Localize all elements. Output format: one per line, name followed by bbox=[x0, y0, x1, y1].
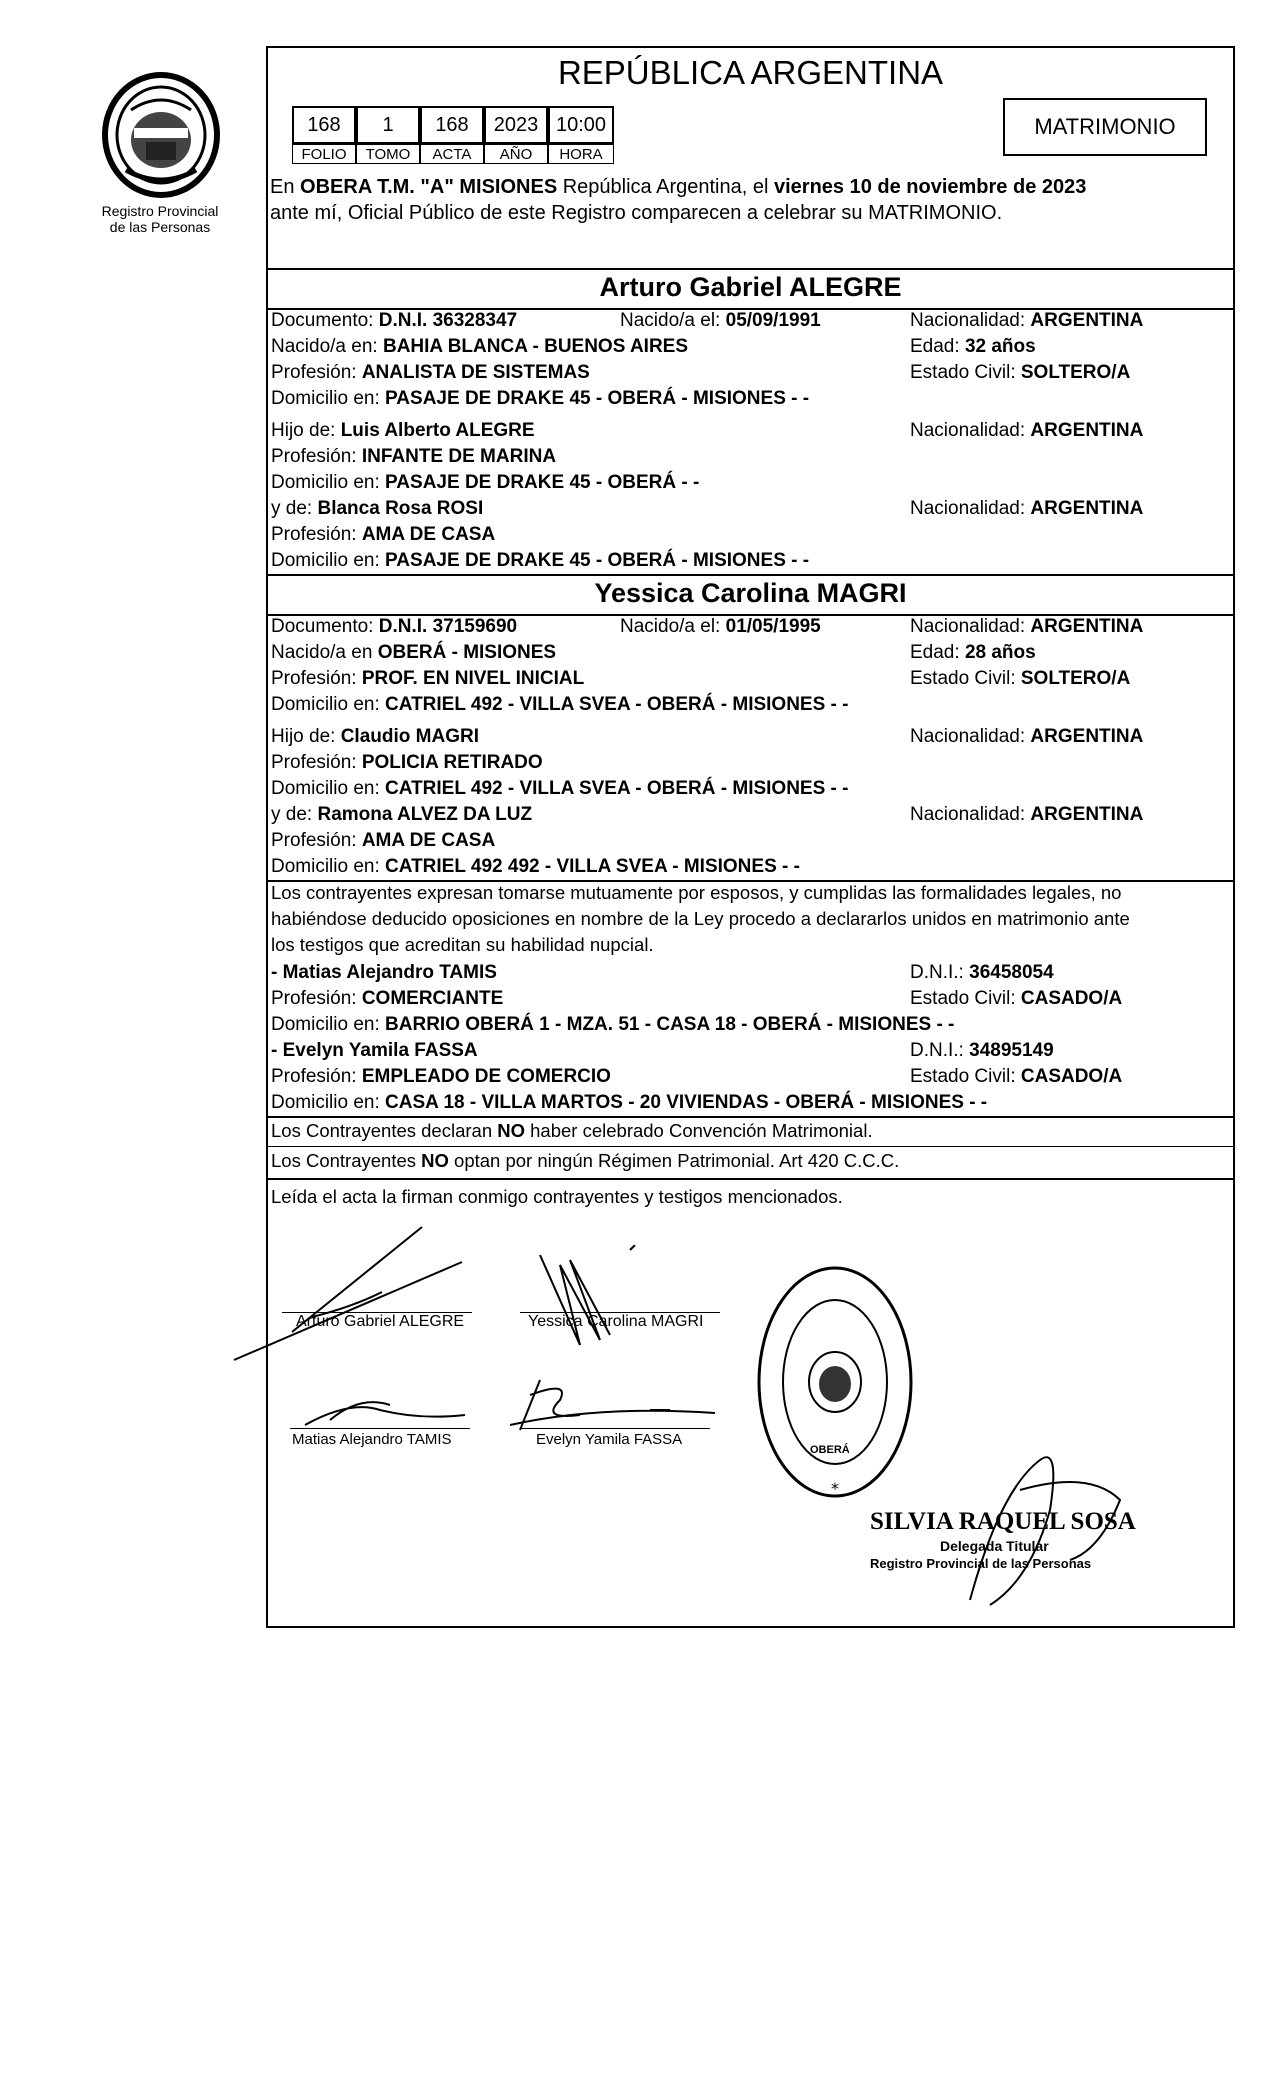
declaration-line-3: los testigos que acreditan su habilidad nupcial. bbox=[271, 934, 654, 955]
official-org: Registro Provincial de las Personas bbox=[870, 1556, 1092, 1571]
tomo-value: 1 bbox=[356, 106, 420, 144]
acta-label: ACTA bbox=[420, 144, 484, 164]
registry-emblem bbox=[96, 70, 226, 200]
sig-line-witness1 bbox=[290, 1428, 470, 1429]
witness-2-civil: Estado Civil: CASADO/A bbox=[910, 1066, 1123, 1087]
acta-value: 168 bbox=[420, 106, 484, 144]
groom-father-dom: Domicilio en: PASAJE DE DRAKE 45 - OBERÁ - - bbox=[271, 472, 700, 493]
bride-mother-nat: Nacionalidad: ARGENTINA bbox=[910, 804, 1144, 825]
groom-doc: Documento: D.N.I. 36328347 bbox=[271, 310, 518, 331]
bride-doc: Documento: D.N.I. 37159690 bbox=[271, 616, 518, 637]
witness-1-civil: Estado Civil: CASADO/A bbox=[910, 988, 1123, 1009]
signature-witness2-icon bbox=[500, 1375, 720, 1435]
sig-line-witness2 bbox=[520, 1428, 710, 1429]
divider bbox=[266, 574, 1235, 576]
bride-born: Nacido/a el: 01/05/1995 bbox=[620, 616, 821, 637]
signature-groom-icon bbox=[232, 1222, 532, 1362]
sig-name-witness2: Evelyn Yamila FASSA bbox=[536, 1431, 683, 1448]
witness-2-prof: Profesión: EMPLEADO DE COMERCIO bbox=[271, 1066, 611, 1087]
groom-father-nat: Nacionalidad: ARGENTINA bbox=[910, 420, 1144, 441]
registry-label: Registro Provincial de las Personas bbox=[101, 203, 219, 235]
sig-name-groom: Arturo Gabriel ALEGRE bbox=[296, 1313, 465, 1330]
groom-mother-dom: Domicilio en: PASAJE DE DRAKE 45 - OBERÁ - MISIONES - - bbox=[271, 550, 810, 571]
witness-1-dom: Domicilio en: BARRIO OBERÁ 1 - MZA. 51 - CASA 18 - OBERÁ - MISIONES - - bbox=[271, 1014, 955, 1035]
bride-nat: Nacionalidad: ARGENTINA bbox=[910, 616, 1144, 637]
official-name: SILVIA RAQUEL SOSA bbox=[870, 1508, 1136, 1535]
bride-civil: Estado Civil: SOLTERO/A bbox=[910, 668, 1131, 689]
act-type-box: MATRIMONIO bbox=[1003, 98, 1207, 156]
stamp-icon bbox=[755, 1262, 915, 1502]
bride-prof: Profesión: PROF. EN NIVEL INICIAL bbox=[271, 668, 585, 689]
witness-1-name: - Matias Alejandro TAMIS bbox=[271, 962, 497, 983]
bride-mother-dom: Domicilio en: CATRIEL 492 492 - VILLA SVEA - MISIONES - - bbox=[271, 856, 800, 877]
signature-witness1-icon bbox=[300, 1390, 470, 1430]
groom-mother: y de: Blanca Rosa ROSI bbox=[271, 498, 484, 519]
witness-1-prof: Profesión: COMERCIANTE bbox=[271, 988, 504, 1009]
declaration-line-2: habiéndose deducido oposiciones en nombre de la Ley procedo a declararlos unidos en matrimonio ante bbox=[271, 908, 1130, 929]
hora-label: HORA bbox=[548, 144, 614, 164]
intro-line-1: En OBERA T.M. "A" MISIONES República Argentina, el viernes 10 de noviembre de 2023 bbox=[270, 176, 1087, 198]
groom-age: Edad: 32 años bbox=[910, 336, 1036, 357]
svg-text:*: * bbox=[831, 1479, 839, 1498]
closing-text: Leída el acta la firman conmigo contrayentes y testigos mencionados. bbox=[271, 1186, 843, 1207]
declaration-line-1: Los contrayentes expresan tomarse mutuamente por esposos, y cumplidas las formalidades legales, no bbox=[271, 882, 1122, 903]
intro-line-2: ante mí, Oficial Público de este Registro comparecen a celebrar su MATRIMONIO. bbox=[270, 202, 1003, 224]
convention-line-2: Los Contrayentes NO optan por ningún Régimen Patrimonial. Art 420 C.C.C. bbox=[271, 1150, 900, 1171]
witness-2-name: - Evelyn Yamila FASSA bbox=[271, 1040, 478, 1061]
ano-label: AÑO bbox=[484, 144, 548, 164]
province-seal-icon bbox=[96, 70, 226, 200]
sig-name-witness1: Matias Alejandro TAMIS bbox=[292, 1431, 452, 1448]
groom-name: Arturo Gabriel ALEGRE bbox=[599, 272, 902, 302]
sig-name-bride: Yessica Carolina MAGRI bbox=[528, 1313, 704, 1330]
bride-mother-prof: Profesión: AMA DE CASA bbox=[271, 830, 496, 851]
bride-name: Yessica Carolina MAGRI bbox=[594, 578, 907, 608]
bride-place: Nacido/a en OBERÁ - MISIONES bbox=[271, 642, 557, 663]
groom-place: Nacido/a en: BAHIA BLANCA - BUENOS AIRES bbox=[271, 336, 689, 357]
groom-born: Nacido/a el: 05/09/1991 bbox=[620, 310, 821, 331]
ano-value: 2023 bbox=[484, 106, 548, 144]
divider bbox=[266, 268, 1235, 270]
groom-civil: Estado Civil: SOLTERO/A bbox=[910, 362, 1131, 383]
bride-father: Hijo de: Claudio MAGRI bbox=[271, 726, 479, 747]
bride-father-prof: Profesión: POLICIA RETIRADO bbox=[271, 752, 543, 773]
groom-mother-prof: Profesión: AMA DE CASA bbox=[271, 524, 496, 545]
groom-father: Hijo de: Luis Alberto ALEGRE bbox=[271, 420, 535, 441]
groom-nat: Nacionalidad: ARGENTINA bbox=[910, 310, 1144, 331]
divider bbox=[266, 1146, 1235, 1147]
hora-value: 10:00 bbox=[548, 106, 614, 144]
convention-line-1: Los Contrayentes declaran NO haber celebrado Convención Matrimonial. bbox=[271, 1120, 873, 1141]
bride-father-nat: Nacionalidad: ARGENTINA bbox=[910, 726, 1144, 747]
witness-2-dni: D.N.I.: 34895149 bbox=[910, 1040, 1054, 1061]
groom-prof: Profesión: ANALISTA DE SISTEMAS bbox=[271, 362, 590, 383]
bride-dom: Domicilio en: CATRIEL 492 - VILLA SVEA - OBERÁ - MISIONES - - bbox=[271, 694, 849, 715]
groom-father-prof: Profesión: INFANTE DE MARINA bbox=[271, 446, 557, 467]
bride-father-dom: Domicilio en: CATRIEL 492 - VILLA SVEA - OBERÁ - MISIONES - - bbox=[271, 778, 849, 799]
groom-mother-nat: Nacionalidad: ARGENTINA bbox=[910, 498, 1144, 519]
delegation-stamp bbox=[755, 1262, 915, 1502]
folio-label: FOLIO bbox=[292, 144, 356, 164]
official-title: Delegada Titular bbox=[940, 1538, 1049, 1554]
witness-2-dom: Domicilio en: CASA 18 - VILLA MARTOS - 20 VIVIENDAS - OBERÁ - MISIONES - - bbox=[271, 1092, 988, 1113]
divider bbox=[266, 1116, 1235, 1118]
folio-value: 168 bbox=[292, 106, 356, 144]
bride-age: Edad: 28 años bbox=[910, 642, 1036, 663]
stamp-bottom-text: OBERÁ bbox=[810, 1444, 850, 1456]
signature-bride-icon bbox=[520, 1245, 660, 1355]
country-title: REPÚBLICA ARGENTINA bbox=[557, 54, 944, 91]
tomo-label: TOMO bbox=[356, 144, 420, 164]
groom-dom: Domicilio en: PASAJE DE DRAKE 45 - OBERÁ - MISIONES - - bbox=[271, 388, 810, 409]
bride-mother: y de: Ramona ALVEZ DA LUZ bbox=[271, 804, 533, 825]
divider bbox=[266, 1178, 1235, 1180]
witness-1-dni: D.N.I.: 36458054 bbox=[910, 962, 1054, 983]
